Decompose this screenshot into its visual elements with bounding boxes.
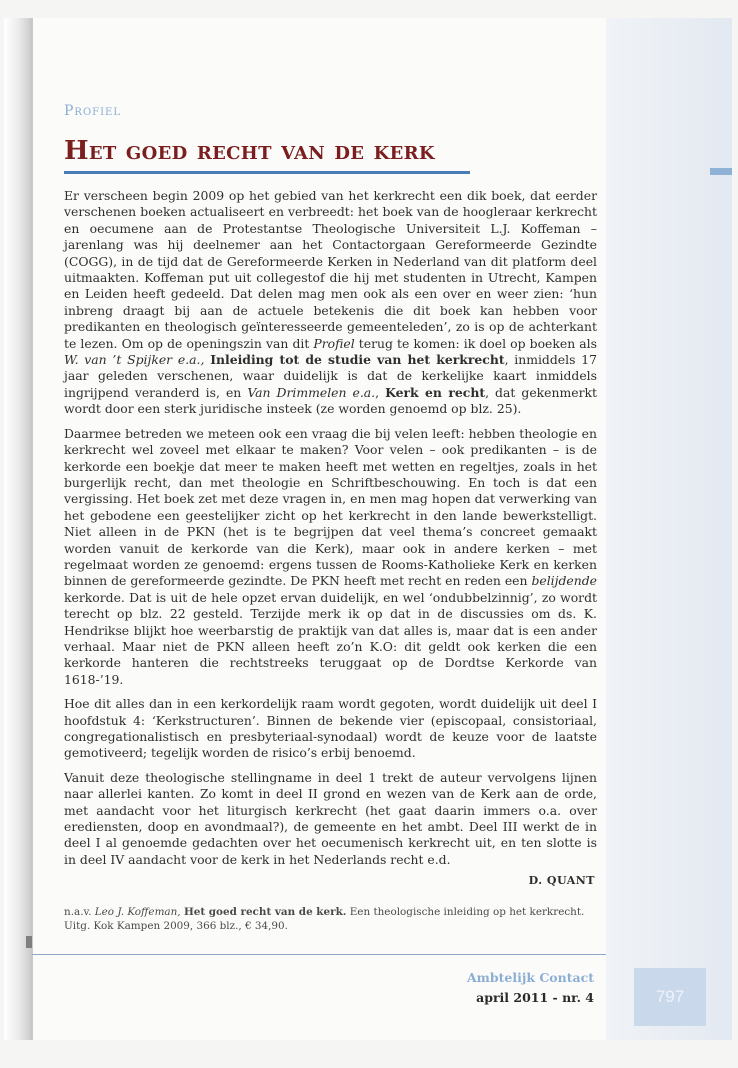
text-run: terug te komen: ik doel op boeken als (354, 335, 597, 351)
italic-text: Leo J. Koffeman, (94, 906, 181, 918)
body-paragraph (64, 770, 597, 868)
body-paragraph (64, 696, 597, 762)
text-run: n.a.v. (64, 906, 95, 918)
title-underline (64, 171, 470, 174)
text-run: kerkorde. Dat is uit de hele opzet ervan duidelijk, en wel ‘ondubbelzinnig’, zo wordt terecht op blz. 22 gesteld. Terzijde merk ik op dat in de discussies om ds. K. Hendrikse blijkt hoe weerbarstig de praktijk van dat alles is, maar dat is een ander verhaal. Maar niet de PKN alleen heeft zo’n K.O: dit geldt ook kerken die een kerkorde hanteren die rechtstreeks teruggaat op de Dordtse Kerkorde van 1618-’19. (64, 589, 597, 687)
author-signature: D. QUANT (528, 874, 595, 887)
italic-text: W. van ’t Spijker e.a., (64, 352, 205, 368)
italic-text: belijdende (531, 573, 597, 589)
article-title: Het goed recht van de kerk (64, 136, 435, 166)
bold-title: Kerk en recht (385, 384, 486, 400)
book-reference-note (64, 905, 597, 933)
text-run: , dat gekenmerkt wordt door een sterk juridische insteek (ze worden genoemd op blz. 25). (64, 384, 597, 417)
text-run: Vanuit deze theologische stellingname in deel 1 trekt de auteur vervolgens lijnen naar allerlei kanten. Zo komt in deel II grond en wezen van de Kerk aan de orde, met aandacht voor het liturgisch kerkrecht (het gaat daarin immers o.a. over erediensten, doop en avondmaal?), de gemeente en het ambt. Deel III werkt de in deel I al genoemde gedachten over het oecumenisch kerkrecht uit, en ten slotte is in deel IV aandacht voor de kerk in het Nederlands recht e.d. (64, 769, 597, 867)
bold-title: Inleiding tot de studie van het kerkrecht (210, 352, 505, 368)
text-run: , inmiddels 17 jaar geleden verschenen, waar duidelijk is dat de kerkelijke kaart inmiddels ingrijpend veranderd is, en (64, 352, 597, 400)
book-spine-shadow (4, 18, 30, 1040)
text-run: , (375, 384, 386, 400)
text-run: Hoe dit alles dan in een kerkordelijk raam wordt gegoten, wordt duidelijk uit deel I hoofdstuk 4: ‘Kerkstructuren’. Binnen de bekende vier (episcopaal, consistoriaal, congregationalistisch en presbyteriaal-synodaal) wordt de keuze voor de laatste gemotiveerd; tegelijk worden de risico’s erbij benoemd. (64, 696, 597, 761)
italic-text: Van Drimmelen e.a. (247, 384, 376, 400)
article-body (64, 188, 597, 876)
text-run: Daarmee betreden we meteen ook een vraag die bij velen leeft: hebben theologie en kerkrecht wel zoveel met elkaar te maken? Voor velen – ook predikanten – is de kerkorde een boekje dat meer te maken heeft met wetten en regeltjes, zoals in het burgerlijk recht, dan met theologie en Schriftbeschouwing. En toch is dat een vergissing. Het boek zet met deze vragen in, en men mag hopen dat verwerking van het gebodene een geestelijker zicht op het kerkrecht in den lande bewerkstelligt. Niet alleen in de PKN (het is te begrijpen dat veel thema’s concreet gemaakt worden vanuit de kerkorde van die Kerk), maar ook in andere kerken – met regelmaat worden ze genoemd: ergens tussen de Rooms-Katholieke Kerk en kerken binnen de gereformeerde gezindte. De PKN heeft met recht en reden een (64, 425, 597, 589)
text-run: Er verscheen begin 2009 op het gebied van het kerkrecht een dik boek, dat eerder verschenen boeken actualiseert en verbreedt: het boek van de hoogleraar kerkrecht en oecumene aan de Protestantse Theologische Universiteit L.J. Koffeman – jarenlang was hij deelnemer aan het Contactorgaan Gereformeerde Gezindte (COGG), in de tijd dat de Gereformeerde Kerken in Nederland van dit platform deel uitmaakten. Koffeman put uit collegestof die hij met studenten in Utrecht, Kampen en Leiden heeft gedeeld. Dat delen mag men ook als een over en weer zien: ‘hun inbreng draagt bij aan de actuele betekenis die dit boek kan hebben voor predikanten en theologisch geïnteresseerde gemeenteleden’, zo is op de achterkant te lezen. Om op de openingszin van dit (64, 188, 597, 351)
body-paragraph (64, 188, 597, 418)
body-paragraph (64, 426, 597, 689)
section-tab-marker (710, 168, 732, 175)
section-kicker: Profiel (64, 103, 121, 119)
italic-text: Profiel (313, 335, 355, 351)
issue-label: april 2011 - nr. 4 (476, 990, 594, 1005)
page-number: 797 (634, 968, 706, 1026)
bold-title: Het goed recht van de kerk. (183, 906, 347, 918)
edge-mark (26, 936, 32, 948)
journal-name: Ambtelijk Contact (466, 970, 594, 985)
text-run: Een theologische inleiding op het kerkrecht. Uitg. Kok Kampen 2009, 366 blz., € 34,90. (64, 906, 585, 932)
footer-divider (32, 954, 606, 955)
